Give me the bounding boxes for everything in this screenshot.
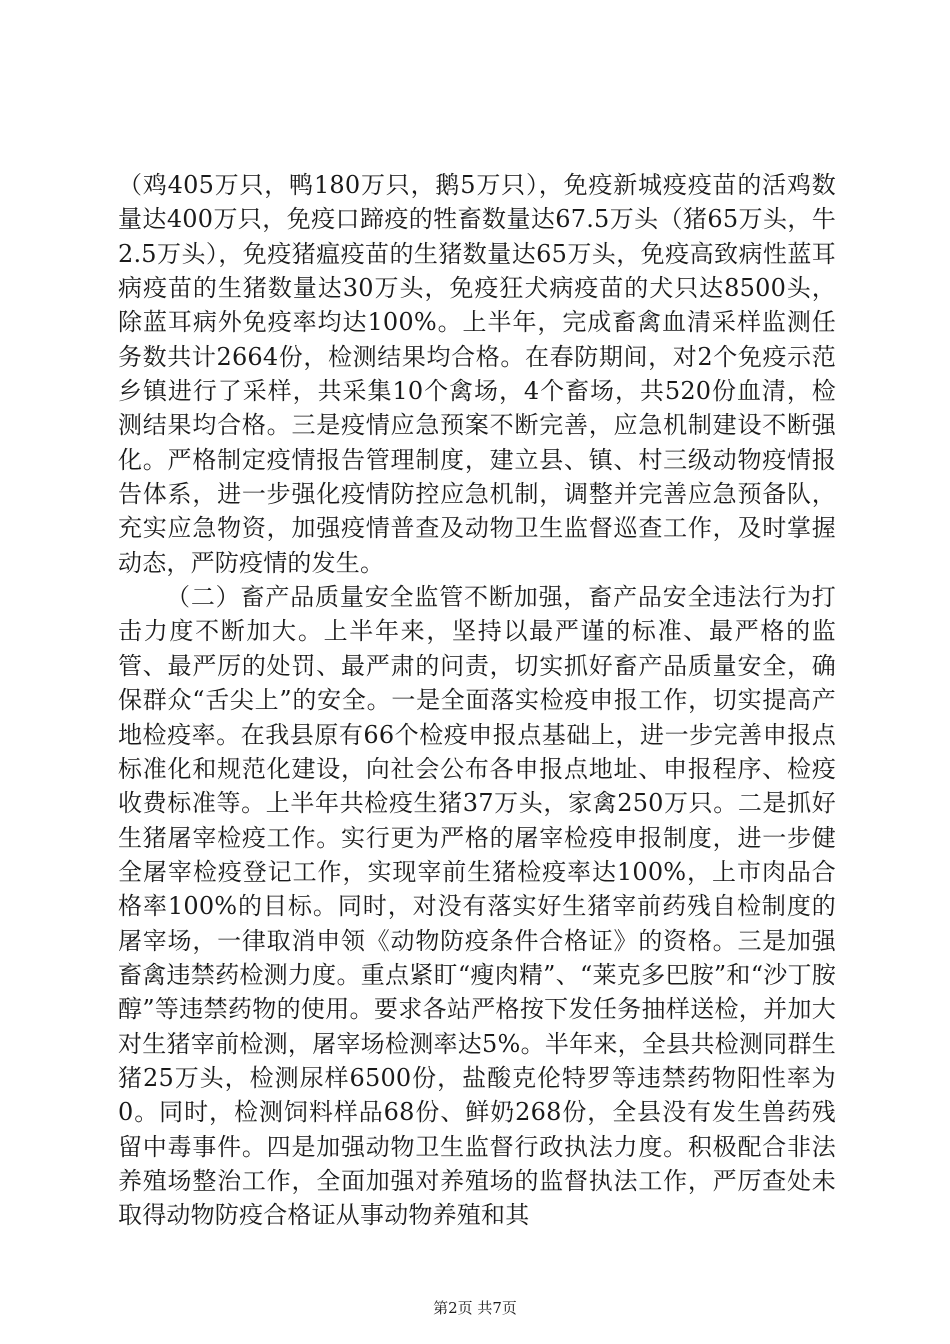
paragraph-section-two: （二）畜产品质量安全监管不断加强，畜产品安全违法行为打击力度不断加大。上半年来，坚持以最严谨的标准、最严格的监管、最严厉的处罚、最严肃的问责，切实抓好畜产品质量安全，确保群众“舌尖上”的安全。一是全面落实检疫申报工作，切实提高产地检疫率。在我县原有66个检疫申报点基础上，进一步完善申报点标准化和规范化建设，向社会公布各申报点地址、申报程序、检疫收费标准等。上半年共检疫生猪37万头，家禽250万只。二是抓好生猪屠宰检疫工作。实行更为严格的屠宰检疫申报制度，进一步健全屠宰检疫登记工作，实现宰前生猪检疫率达100%，上市肉品合格率100%的目标。同时，对没有落实好生猪宰前药残自检制度的屠宰场，一律取消申领《动物防疫条件合格证》的资格。三是加强畜禽违禁药检测力度。重点紧盯“瘦肉精”、“莱克多巴胺”和“沙丁胺醇”等违禁药物的使用。要求各站严格按下发任务抽样送检，并加大对生猪宰前检测，屠宰场检测率达5%。半年来，全县共检测同群生猪25万头，检测尿样6500份，盐酸克伦特罗等违禁药物阳性率为0。同时，检测饲料样品68份、鲜奶268份，全县没有发生兽药残留中毒事件。四是加强动物卫生监督行政执法力度。积极配合非法养殖场整治工作，全面加强对养殖场的监督执法工作，严厉查处未取得动物防疫合格证从事动物养殖和其 (118, 583, 836, 1230)
page-footer: 第2页 共7页 (433, 1299, 517, 1317)
document-body (118, 168, 836, 1233)
paragraph-continued: （鸡405万只，鸭180万只，鹅5万只），免疫新城疫疫苗的活鸡数量达400万只，免疫口蹄疫的牲畜数量达67.5万头（猪65万头，牛2.5万头），免疫猪瘟疫苗的生猪数量达65万头，免疫高致病性蓝耳病疫苗的生猪数量达30万头，免疫狂犬病疫苗的犬只达8500头，除蓝耳病外免疫率均达100%。上半年，完成畜禽血清采样监测任务数共计2664份，检测结果均合格。在春防期间，对2个免疫示范乡镇进行了采样，共采集10个禽场，4个畜场，共520份血清，检测结果均合格。三是疫情应急预案不断完善，应急机制建设不断强化。严格制定疫情报告管理制度，建立县、镇、村三级动物疫情报告体系，进一步强化疫情防控应急机制，调整并完善应急预备队，充实应急物资，加强疫情普查及动物卫生监督巡查工作，及时掌握动态，严防疫情的发生。 (118, 171, 836, 577)
